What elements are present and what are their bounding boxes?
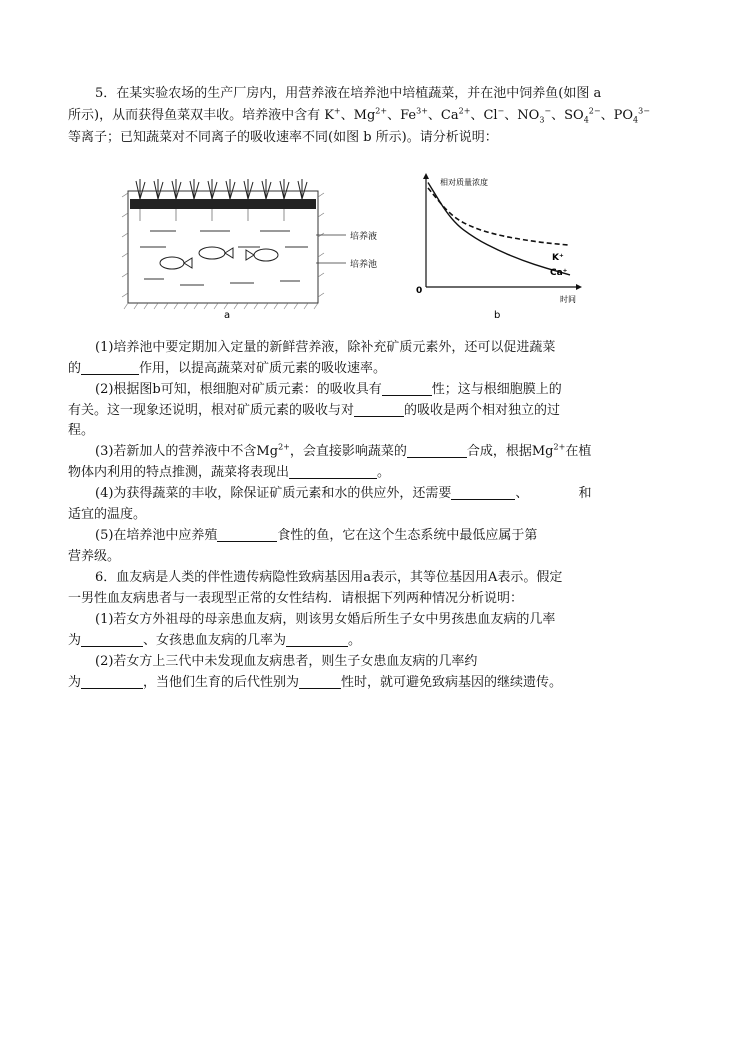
- answer-blank[interactable]: [299, 674, 341, 689]
- q5-sub5-line2: 营养级。: [68, 549, 121, 564]
- q6-sub2-line2: [68, 673, 688, 693]
- text: 的吸收是两个相对独立的过: [404, 403, 561, 418]
- q5-sub4-line1: [95, 484, 715, 504]
- sep: 、: [340, 108, 354, 123]
- fe-charge: 3+: [416, 106, 428, 116]
- q5-line3: 等离子；已知蔬菜对不同离子的吸收速率不同(如图 b 所示)。请分析说明：: [68, 130, 498, 145]
- sep: 、: [504, 108, 518, 123]
- po4-sub: 4: [633, 115, 639, 125]
- text: 物体内利用的特点推测，蔬菜将表现出: [68, 465, 290, 480]
- figure-b-label: b: [494, 310, 501, 321]
- figure-ab: [120, 163, 600, 323]
- sep: 、: [551, 108, 565, 123]
- text: (5)在培养池中应养殖: [95, 528, 218, 543]
- text: 、: [515, 486, 529, 501]
- sep: 、: [470, 108, 484, 123]
- answer-blank[interactable]: [217, 527, 277, 542]
- answer-blank[interactable]: [354, 402, 404, 417]
- q6-line2: 一男性血友病患者与一表现型正常的女性结构．请根据下列两种情况分析说明：: [68, 591, 524, 606]
- y-axis-label: 相对质量浓度: [440, 178, 488, 187]
- ion-so4: SO: [564, 108, 584, 123]
- q5-sub3-line1: [95, 442, 715, 462]
- text: 性时，就可避免致病基因的继续遗传。: [341, 675, 563, 690]
- ion-cl: Cl: [483, 108, 498, 123]
- q5-line1: 5．在某实验农场的生产厂房内，用营养液在培养池中培植蔬菜，并在池中饲养鱼(如图 a: [95, 86, 602, 101]
- text: 。: [348, 633, 362, 648]
- q5-line2-text: 所示)，从而获得鱼菜双丰收。培养液中含有 K: [68, 108, 334, 123]
- mg-sup: 2+: [553, 442, 566, 452]
- text: ，会直接影响蔬菜的: [289, 444, 407, 459]
- answer-blank[interactable]: [286, 632, 348, 647]
- x-axis-label: 时间: [560, 295, 576, 304]
- q6-sub2-line1: (2)若女方上三代中未发现血友病患者，则生子女患血友病的几率约: [95, 654, 478, 669]
- no3-sub: 3: [539, 115, 545, 125]
- legend-ca: Ca⁺: [550, 268, 568, 278]
- text: 有关。这一现象还说明，根对矿质元素的吸收与对: [68, 403, 355, 418]
- k-charge: +: [333, 106, 341, 116]
- figure-a-pool: [122, 179, 377, 321]
- answer-blank[interactable]: [81, 632, 143, 647]
- q5-sub1-line2: [68, 359, 688, 379]
- q5-sub4-line2: 适宜的温度。: [68, 507, 147, 522]
- q6-line1: 6．血友病是人类的伴性遗传病隐性致病基因用a表示，其等位基因用A表示。假定: [95, 570, 563, 585]
- no3-charge: −: [544, 106, 552, 116]
- q6-sub1-line2: [68, 631, 688, 651]
- q5-sub1-line1: (1)培养池中要定期加入定量的新鲜营养液，除补充矿质元素外，还可以促进蔬菜: [95, 340, 556, 355]
- answer-blank[interactable]: [451, 485, 515, 500]
- label-culture-pool: 培养池: [350, 260, 378, 270]
- answer-blank[interactable]: [81, 360, 139, 375]
- ca-charge: 2+: [458, 106, 471, 116]
- answer-blank[interactable]: [81, 674, 143, 689]
- origin-label: 0: [416, 286, 423, 296]
- mg-sup: 2+: [278, 442, 290, 452]
- ion-fe: Fe: [400, 108, 417, 123]
- legend-k: K⁺: [552, 253, 564, 263]
- text: 性；这与根细胞膜上的: [431, 382, 562, 397]
- label-culture-liquid: 培养液: [350, 232, 378, 242]
- text: 和: [578, 486, 592, 501]
- ion-no3: NO: [517, 108, 540, 123]
- sep: 、: [387, 108, 401, 123]
- q5-sub5-line1: [95, 526, 715, 546]
- text: (3)若新加人的营养液中不含Mg: [95, 444, 279, 459]
- figure-a-label: a: [224, 310, 231, 321]
- ion-po4: PO: [613, 108, 634, 123]
- sep: 、: [600, 108, 614, 123]
- answer-blank[interactable]: [289, 464, 377, 479]
- x-axis-arrow: [576, 284, 582, 290]
- text: ，当他们生育的后代性别为: [143, 675, 300, 690]
- text: 为: [68, 633, 82, 648]
- text: 、女孩患血友病的几率为: [143, 633, 287, 648]
- so4-charge: 2−: [588, 106, 601, 116]
- text: (2)根据图b可知，根细胞对矿质元素：的吸收具有: [95, 382, 382, 397]
- cl-charge: −: [497, 106, 505, 116]
- ion-ca: Ca: [440, 108, 459, 123]
- sep: 、: [427, 108, 441, 123]
- text: 为: [68, 675, 82, 690]
- q5-line2: [68, 106, 688, 126]
- figure-b-chart: [416, 173, 582, 321]
- q5-sub2-line3: 程。: [68, 423, 95, 438]
- text: 在植: [565, 444, 592, 459]
- series-line-ca: [428, 183, 570, 275]
- answer-blank[interactable]: [382, 381, 432, 396]
- text: 的: [68, 361, 82, 376]
- answer-blank[interactable]: [407, 443, 467, 458]
- y-axis-arrow: [423, 173, 429, 179]
- q6-sub1-line1: (1)若女方外祖母的母亲患血友病，则该男女婚后所生子女中男孩患血友病的几率: [95, 612, 556, 627]
- text: 食性的鱼，它在这个生态系统中最低应属于第: [277, 528, 538, 543]
- mg-charge: 2+: [375, 106, 388, 116]
- text: 合成，根据Mg: [466, 444, 554, 459]
- q5-sub3-line2: [68, 463, 688, 483]
- ion-mg: Mg: [353, 108, 376, 123]
- text: 作用，以提高蔬菜对矿质元素的吸收速率。: [139, 361, 387, 376]
- so4-sub: 4: [583, 115, 589, 125]
- text: 。: [377, 465, 391, 480]
- q5-sub2-line1: [95, 380, 715, 400]
- po4-charge: 3−: [638, 106, 650, 116]
- q5-sub2-line2: [68, 401, 688, 421]
- text: (4)为获得蔬菜的丰收，除保证矿质元素和水的供应外，还需要: [95, 486, 452, 501]
